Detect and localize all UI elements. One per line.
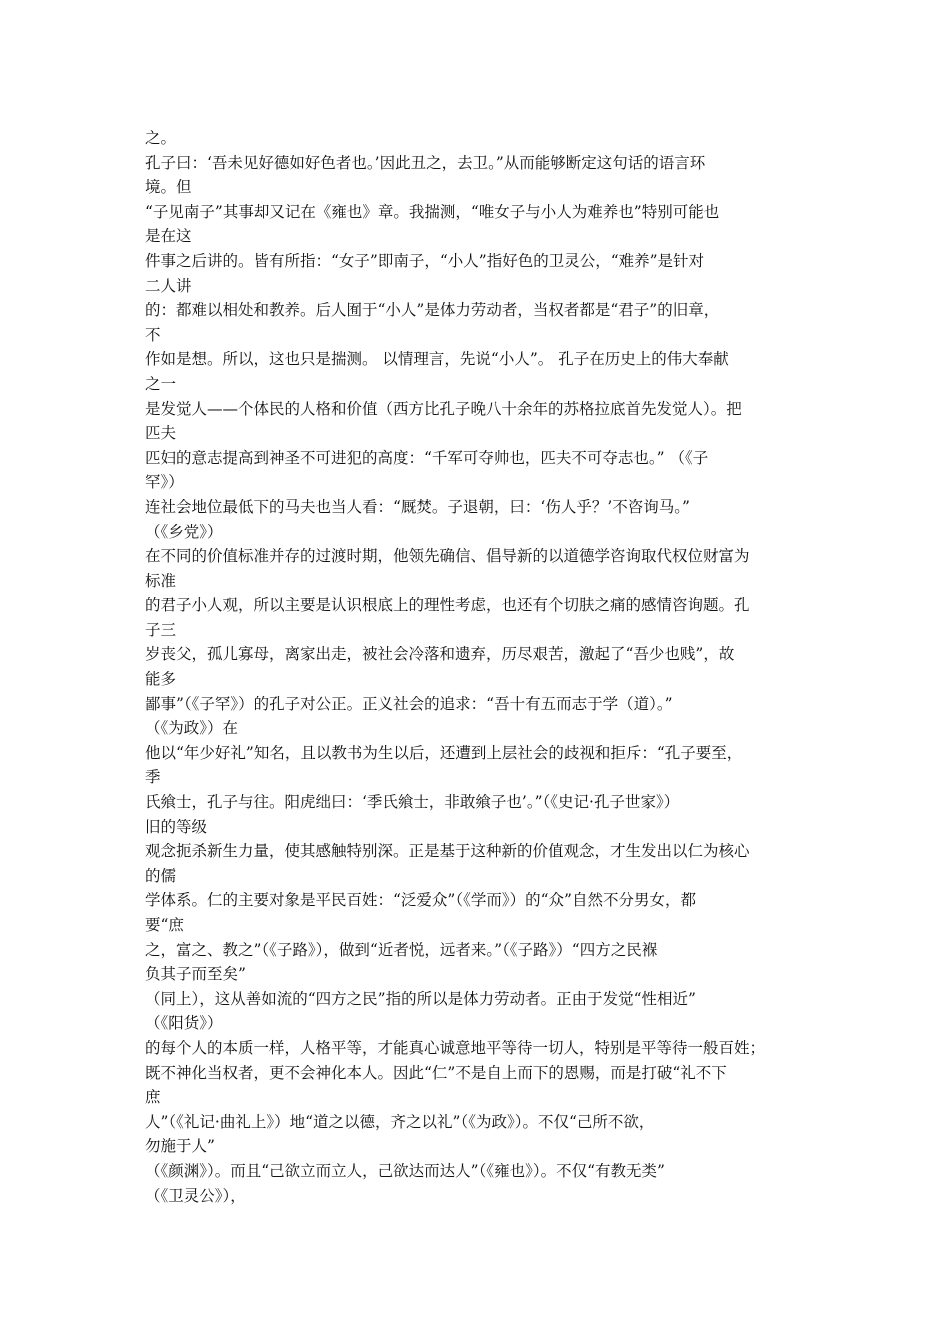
text-line: 的儒 — [145, 866, 177, 885]
text-line: 之一 — [145, 374, 177, 393]
text-line: 季 — [145, 768, 161, 787]
text-line: 罕》） — [145, 473, 184, 492]
text-line: （同上），这从善如流的“四方之民”指的所以是体力劳动者。正由于发觉“性相近” — [145, 989, 696, 1008]
text-line: （《阳货》） — [145, 1014, 223, 1033]
text-line: （《为政》）在 — [145, 719, 239, 738]
text-line: 匹妇的意志提高到神圣不可进犯的高度：“千军可夺帅也，匹夫不可夺志也。” （《子 — [145, 448, 709, 467]
text-line: 子三 — [145, 620, 177, 639]
text-line: 之。 — [145, 129, 177, 147]
text-line: 是发觉人——个体民的人格和价值（西方比孔子晚八十余年的苏格拉底首先发觉人）。把 — [145, 399, 742, 418]
text-line: 岁丧父，孤儿寡母，离家出走，被社会冷落和遗弃，历尽艰苦，激起了“吾少也贱”，故 — [145, 645, 735, 664]
text-line: 标准 — [145, 571, 177, 590]
body-text — [145, 126, 825, 1208]
text-line: （《卫灵公》）， — [145, 1186, 246, 1205]
text-line: 既不神化当权者，更不会神化本人。因此“仁”不是自上而下的恩赐，而是打破“礼不下 — [145, 1063, 727, 1082]
text-line: “子见南子”其事却又记在《雍也》章。我揣测，“唯女子与小人为难养也”特别可能也 — [145, 202, 720, 221]
text-line: 之，富之、教之”（《子路》），做到“近者悦，远者来。”（《子路》）“四方之民褓 — [145, 940, 658, 959]
text-line: 孔子曰：‘吾未见好德如好色者也。’因此丑之，去卫。”从而能够断定这句话的语言环 — [145, 153, 706, 172]
text-line: 庶 — [145, 1088, 161, 1107]
text-line: 的：都难以相处和教养。后人囿于“小人”是体力劳动者，当权者都是“君子”的旧章， — [145, 301, 720, 320]
text-line: 学体系。仁的主要对象是平民百姓：“泛爱众”（《学而》）的“众”自然不分男女，都 — [145, 891, 696, 910]
text-line: 作如是想。所以，这也只是揣测。 以情理言，先说“小人”。 孔子在历史上的伟大奉献 — [145, 350, 729, 369]
text-line: 连社会地位最低下的马夫也当人看：“厩焚。子退朝，曰：‘伤人乎？’不咨询马。” — [145, 497, 690, 516]
text-line: 件事之后讲的。皆有所指：“女子”即南子，“小人”指好色的卫灵公，“难养”是针对 — [145, 251, 705, 270]
text-line: 要“庶 — [145, 916, 184, 934]
text-line: 他以“年少好礼”知名，且以教书为生以后，还遭到上层社会的歧视和拒斥：“孔子要至， — [145, 743, 743, 762]
text-line: 勿施于人” — [145, 1137, 215, 1156]
text-line: 境。但 — [145, 178, 192, 197]
text-line: 不 — [145, 325, 161, 344]
text-line: 二人讲 — [145, 276, 192, 295]
text-line: 是在这 — [145, 227, 192, 246]
text-line: 氏飨士，孔子与往。阳虎绌曰：‘季氏飨士，非敢飨子也’。”（《史记·孔子世家》） — [145, 793, 680, 812]
text-line: 能多 — [145, 670, 177, 689]
text-line: 旧的等级 — [145, 817, 208, 836]
text-line: （《乡党》） — [145, 522, 223, 541]
text-line: 匹夫 — [145, 424, 177, 443]
text-line: 观念扼杀新生力量，使其感触特别深。正是基于这种新的价值观念，才生发出以仁为核心 — [145, 842, 750, 861]
text-line: 负其子而至矣” — [145, 965, 246, 984]
text-line: 的君子小人观，所以主要是认识根底上的理性考虑，也还有个切肤之痛的感情咨询题。孔 — [145, 596, 750, 615]
text-line: 人”（《礼记·曲礼上》）地“道之以德，齐之以礼”（《为政》）。不仅“己所不欲， — [145, 1112, 655, 1131]
text-line: 鄙事”（《子罕》）的孔子对公正。正义社会的追求：“吾十有五而志于学（道）。” — [145, 694, 673, 713]
text-line: 的每个人的本质一样，人格平等，才能真心诚意地平等待一切人，特别是平等待一般百姓； — [145, 1038, 766, 1057]
text-line: 在不同的价值标准并存的过渡时期，他领先确信、倡导新的以道德学咨询取代权位财富为 — [145, 547, 750, 566]
text-line: （《颜渊》）。而且“己欲立而立人，己欲达而达人”（《雍也》）。不仅“有教无类” — [145, 1161, 665, 1180]
